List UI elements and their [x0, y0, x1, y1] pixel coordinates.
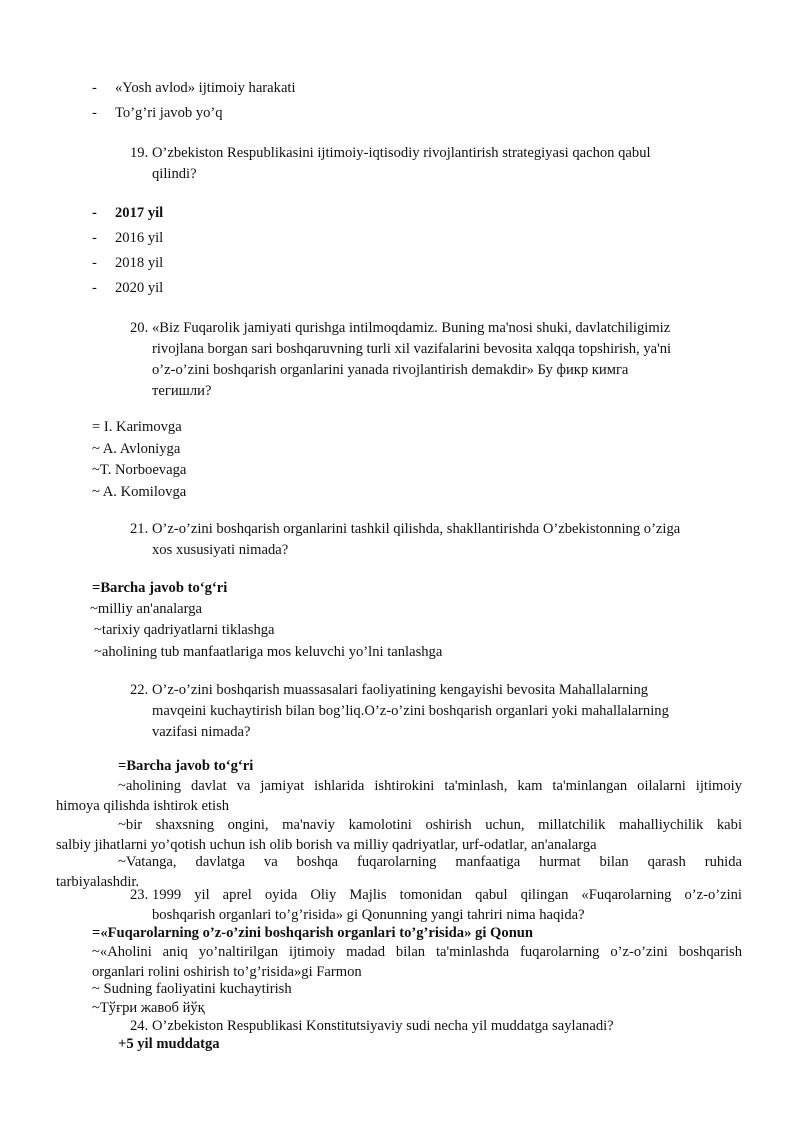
- answer-option-line: himoya qilishda ishtirok etish: [56, 798, 230, 814]
- question-text-line: o’z-o’zini boshqarish organlarini yanada rivojlantirish demakdir» Бу фикр кимга: [152, 362, 629, 378]
- answer-option-line: salbiy jihatlarni yo’qotish uchun ish olib borish va milliy qadriyatlar, urf-odatlar, an'analarga: [56, 837, 597, 853]
- q22-option-1: [56, 776, 742, 816]
- option-text: «Yosh avlod» ijtimoiy harakati: [115, 80, 296, 96]
- question-text-line: O’z-o’zini boshqarish muassasalari faoliyatining kengayishi bevosita Mahallalarning: [152, 682, 649, 698]
- question-text-line: O’z-o’zini boshqarish organlarini tashkil qilishda, shakllantirishda O’zbekistonning o’ziga: [152, 521, 681, 537]
- answer-option-line: organlari rolini oshirish to’g’risida»gi Farmon: [92, 964, 362, 980]
- answer-correct: = I. Karimovga: [92, 419, 182, 435]
- answer-option-line: ~«Aholini aniq yo’naltirilgan ijtimoiy madad bilan ta'minlashda fuqarolarning o’z-o’zini boshqarish: [92, 944, 742, 960]
- question-text-line: mavqeini kuchaytirish bilan bog’liq.O’z-o’zini boshqarish organlari yoki mahallalarning: [152, 703, 669, 719]
- answer-option: ~milliy an'analarga: [90, 601, 202, 617]
- answer-option-line: ~aholining davlat va jamiyat ishlarida ishtirokini ta'minlash, kam ta'minlangan oilalarni ijtimoiy: [118, 778, 742, 794]
- answer-option: ~ A. Komilovga: [92, 484, 187, 500]
- answer-option: ~tarixiy qadriyatlarni tiklashga: [94, 622, 275, 638]
- question-text-line: boshqarish organlari to’g’risida» gi Qonunning yangi tahriri nima haqida?: [152, 907, 585, 923]
- question-number: 22.: [130, 682, 149, 698]
- question-number: 23.: [130, 887, 149, 903]
- question-number: 21.: [130, 521, 149, 537]
- answer-correct: =«Fuqarolarning o’z-o’zini boshqarish organlari to’g’risida» gi Qonun: [92, 925, 534, 941]
- question-text-line: vazifasi nimada?: [152, 724, 251, 740]
- dash-bullet: -: [92, 230, 97, 246]
- dash-bullet: -: [92, 105, 97, 121]
- answer-option: ~aholining tub manfaatlariga mos keluvchi yo’lni tanlashga: [94, 644, 443, 660]
- question-text-line: O’zbekiston Respublikasini ijtimoiy-iqtisodiy rivojlantirish strategiyasi qachon qabul: [152, 145, 651, 161]
- dash-bullet: -: [92, 255, 97, 271]
- question-text-line: rivojlana borgan sari boshqaruvning turli xil vazifalarini bevosita xalqqa topshirish, ya'ni: [152, 341, 672, 357]
- answer-option-line: ~Vatanga, davlatga va boshqa fuqarolarning manfaatiga hurmat bilan qarash ruhida: [118, 854, 742, 870]
- answer-option: ~Тўғри жавоб йўқ: [92, 1000, 205, 1016]
- option-text: To’g’ri javob yo’q: [115, 105, 223, 121]
- answer-option-line: tarbiyalashdir.: [56, 874, 140, 890]
- question-text-line: тегишли?: [152, 383, 212, 399]
- option-correct: 2017 yil: [115, 205, 164, 221]
- dash-bullet: -: [92, 280, 97, 296]
- answer-correct: =Barcha javob to‘g‘ri: [118, 758, 254, 774]
- q22-option-2: [56, 815, 742, 855]
- option-text: 2020 yil: [115, 280, 164, 296]
- answer-correct: +5 yil muddatga: [118, 1036, 220, 1052]
- answer-option: ~T. Norboevaga: [92, 462, 187, 478]
- question-text-line: «Biz Fuqarolik jamiyati qurishga intilmoqdamiz. Buning ma'nosi shuki, davlatchiligimiz: [152, 320, 671, 336]
- answer-option: ~ Sudning faoliyatini kuchaytirish: [92, 981, 292, 997]
- answer-option-line: ~bir shaxsning ongini, ma'naviy kamolotini oshirish uchun, millatchilik mahalliychilik kabi: [118, 817, 742, 833]
- question-text-line: O’zbekiston Respublikasi Konstitutsiyaviy sudi necha yil muddatga saylanadi?: [152, 1018, 614, 1034]
- question-text-line: qilindi?: [152, 166, 197, 182]
- question-number: 19.: [130, 145, 149, 161]
- question-number: 24.: [130, 1018, 149, 1034]
- question-text-line: 1999 yil aprel oyida Oliy Majlis tomonidan qabul qilingan «Fuqarolarning o’z-o’zini: [152, 887, 742, 903]
- option-text: 2018 yil: [115, 255, 164, 271]
- dash-bullet: -: [92, 80, 97, 96]
- option-text: 2016 yil: [115, 230, 164, 246]
- answer-correct: =Barcha javob to‘g‘ri: [92, 580, 228, 596]
- question-text-line: xos xususiyati nimada?: [152, 542, 289, 558]
- q23-option-1: [92, 942, 742, 982]
- dash-bullet: -: [92, 205, 97, 221]
- answer-option: ~ A. Avloniyga: [92, 441, 181, 457]
- question-number: 20.: [130, 320, 149, 336]
